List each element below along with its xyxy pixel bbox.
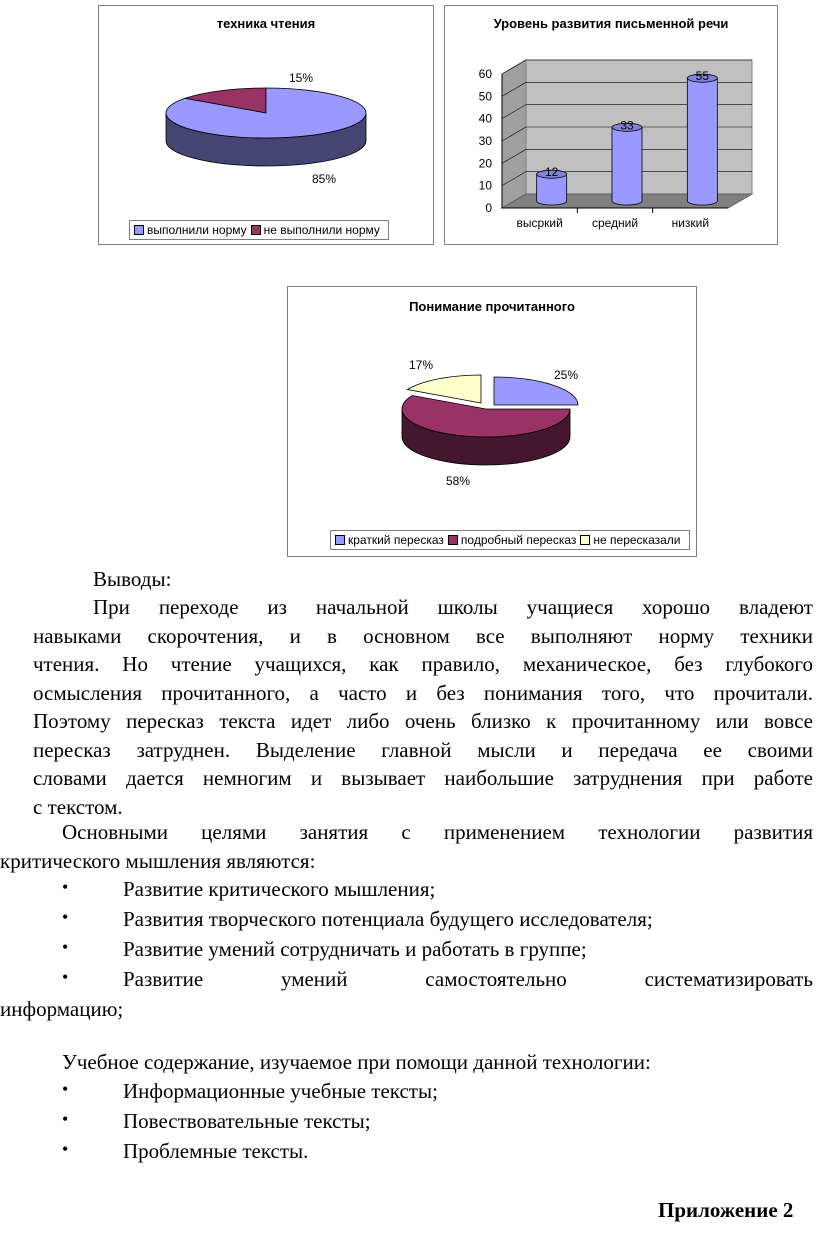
list-item-text: Развитие критического мышления; bbox=[123, 877, 436, 901]
writing-bar-svg bbox=[445, 6, 777, 244]
bar-value-label: 12 bbox=[544, 165, 559, 180]
legend-swatch-maroon bbox=[251, 225, 261, 235]
y-tick-label: 10 bbox=[478, 178, 492, 193]
comprehension-label-brief: 25% bbox=[554, 368, 579, 382]
writing-chart-title: Уровень развития письменной речи bbox=[493, 16, 729, 31]
goals-paragraph bbox=[0, 818, 813, 875]
conclusions-line: Поэтому пересказ текста идет либо очень близко к прочитанному или вовсе bbox=[33, 709, 813, 733]
conclusions-line: пересказ затруднен. Выделение главной мысли и передача ее своими bbox=[33, 737, 813, 762]
goals-continuation: информацию; bbox=[0, 997, 124, 1021]
legend-swatch-blue bbox=[335, 535, 345, 545]
list-item bbox=[0, 937, 816, 965]
bar bbox=[612, 127, 642, 205]
bullet-icon: • bbox=[62, 907, 69, 927]
reading-label-large: 85% bbox=[312, 172, 337, 186]
legend-item bbox=[134, 223, 247, 237]
bar-value-label: 55 bbox=[695, 69, 710, 84]
reading-label-small: 15% bbox=[289, 71, 314, 85]
bar bbox=[687, 78, 717, 205]
conclusions-line: навыками скорочтения, и в основном все выполняют норму техники bbox=[33, 623, 813, 648]
legend-item bbox=[251, 223, 380, 237]
legend-swatch-cream bbox=[580, 535, 590, 545]
reading-pie-chart bbox=[98, 5, 434, 245]
comprehension-pie-slices bbox=[402, 375, 578, 465]
bullet-icon: • bbox=[62, 967, 69, 987]
legend-label: выполнили норму bbox=[147, 223, 247, 237]
list-item bbox=[0, 967, 816, 995]
legend-item bbox=[448, 533, 577, 547]
comprehension-legend bbox=[330, 530, 690, 550]
conclusions-heading: Выводы: bbox=[93, 567, 172, 591]
legend-label: краткий пересказ bbox=[348, 533, 444, 547]
list-item-text: Развитие умений самостоятельно систематизировать bbox=[123, 967, 813, 991]
legend-swatch-blue bbox=[134, 225, 144, 235]
list-item-text: Развитие умений сотрудничать и работать в группе; bbox=[123, 937, 587, 961]
x-category-label: высркий bbox=[516, 216, 563, 230]
bullet-icon: • bbox=[62, 877, 69, 897]
legend-swatch-maroon bbox=[448, 535, 458, 545]
legend-label: не выполнили норму bbox=[263, 223, 380, 237]
comprehension-pie-svg bbox=[288, 287, 696, 556]
comprehension-label-none: 17% bbox=[409, 358, 434, 372]
legend-item bbox=[580, 533, 680, 547]
y-tick-label: 0 bbox=[485, 201, 492, 215]
legend-item bbox=[335, 533, 444, 547]
reading-chart-title: техника чтения bbox=[216, 16, 316, 31]
comprehension-label-detailed: 58% bbox=[446, 474, 471, 488]
list-item-text: Информационные учебные тексты; bbox=[123, 1079, 438, 1103]
list-item bbox=[0, 1109, 816, 1137]
list-item-text: Повествовательные тексты; bbox=[123, 1109, 371, 1133]
bar-value-label: 33 bbox=[620, 118, 634, 133]
y-tick-label: 30 bbox=[478, 134, 492, 148]
bullet-icon: • bbox=[62, 937, 69, 957]
conclusions-line: чтения. Но чтение учащихся, как правило, механическое, без глубокого bbox=[33, 652, 813, 676]
content-heading: Учебное содержание, изучаемое при помощи данной технологии: bbox=[62, 1050, 651, 1074]
y-tick-label: 60 bbox=[478, 67, 492, 81]
legend-label: не пересказали bbox=[593, 533, 681, 547]
list-item bbox=[0, 907, 816, 935]
comprehension-chart-title: Понимание прочитанного bbox=[409, 299, 575, 314]
conclusions-line: При переходе из начальной школы учащиеся хорошо владеют bbox=[93, 595, 813, 619]
list-item bbox=[0, 1139, 816, 1167]
x-category-label: низкий bbox=[671, 216, 710, 230]
conclusions-paragraph bbox=[33, 593, 813, 821]
conclusions-line: словами дается немногим и вызывает наибольшие затруднения при работе bbox=[33, 766, 813, 790]
conclusions-line: с текстом. bbox=[33, 794, 123, 819]
bullet-icon: • bbox=[62, 1079, 69, 1099]
bullet-icon: • bbox=[62, 1109, 69, 1129]
list-item bbox=[0, 877, 816, 905]
legend-label: подробный пересказ bbox=[460, 533, 577, 547]
writing-bar-chart bbox=[444, 5, 778, 245]
comprehension-pie-chart bbox=[287, 286, 697, 557]
list-item-text: Проблемные тексты. bbox=[123, 1139, 309, 1163]
y-tick-label: 20 bbox=[478, 156, 492, 171]
x-category-label: средний bbox=[591, 216, 639, 230]
goals-line: Основными целями занятия с применением технологии развития bbox=[62, 820, 813, 844]
reading-pie-svg bbox=[99, 6, 433, 244]
appendix-label: Приложение 2 bbox=[658, 1198, 794, 1222]
y-tick-label: 50 bbox=[478, 89, 492, 104]
goals-line: критического мышления являются: bbox=[0, 848, 316, 873]
conclusions-line: осмысления прочитанного, а часто и без понимания того, что прочитали. bbox=[33, 680, 813, 705]
reading-legend bbox=[129, 220, 389, 240]
y-tick-label: 40 bbox=[478, 111, 492, 126]
reading-pie-slices bbox=[166, 88, 366, 166]
list-item-text: Развития творческого потенциала будущего исследователя; bbox=[123, 907, 653, 931]
bullet-icon: • bbox=[62, 1139, 69, 1159]
list-item bbox=[0, 1079, 816, 1107]
